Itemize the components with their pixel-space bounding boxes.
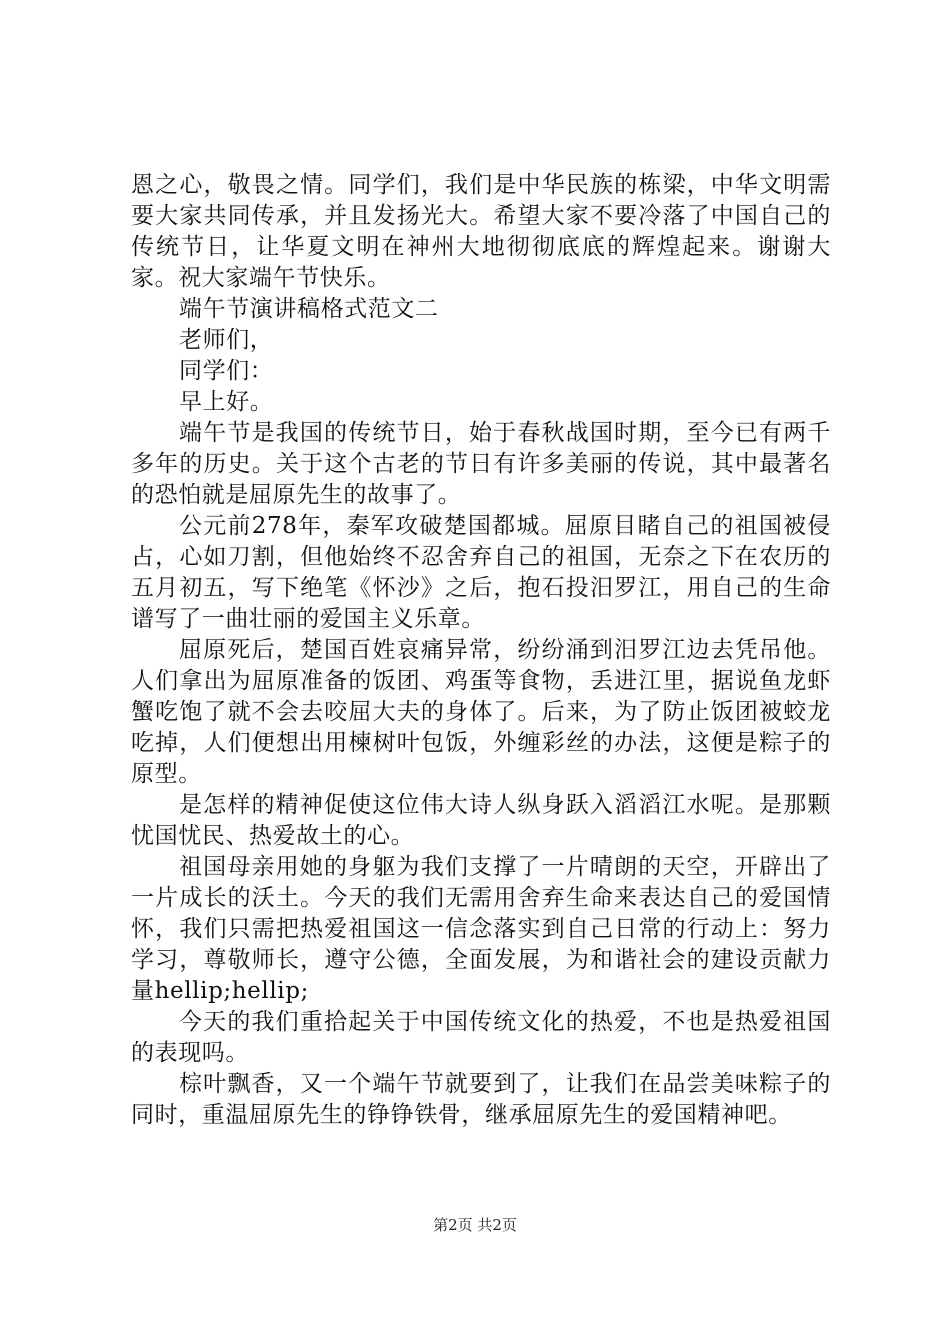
section-title: 端午节演讲稿格式范文二 <box>179 296 439 322</box>
salutation-students: 同学们： <box>179 358 274 384</box>
paragraph: 是怎样的精神促使这位伟大诗人纵身跃入滔滔江水呢。是那颗忧国忧民、热爱故土的心。 <box>131 792 831 849</box>
paragraph: 棕叶飘香，又一个端午节就要到了，让我们在品尝美味粽子的同时，重温屈原先生的铮铮铁骨，继承屈原先生的爱国精神吧。 <box>131 1071 831 1128</box>
page-number-footer: 第2页 共2页 <box>433 1216 517 1234</box>
paragraph: 端午节是我国的传统节日，始于春秋战国时期，至今已有两千多年的历史。关于这个古老的节日有许多美丽的传说，其中最著名的恐怕就是屈原先生的故事了。 <box>131 420 831 508</box>
paragraph: 公元前278年，秦军攻破楚国都城。屈原目睹自己的祖国被侵占，心如刀割，但他始终不忍舍弃自己的祖国，无奈之下在农历的五月初五，写下绝笔《怀沙》之后，抱石投汨罗江，用自己的生命谱写了一曲壮丽的爱国主义乐章。 <box>131 513 831 632</box>
paragraph: 祖国母亲用她的身躯为我们支撑了一片晴朗的天空，开辟出了一片成长的沃土。今天的我们无需用舍弃生命来表达自己的爱国情怀，我们只需把热爱祖国这一信念落实到自己日常的行动上：努力学习，尊敬师长，遵守公德，全面发展，为和谐社会的建设贡献力量hellip;hellip; <box>131 854 831 1004</box>
paragraph: 今天的我们重拾起关于中国传统文化的热爱，不也是热爱祖国的表现吗。 <box>131 1009 831 1066</box>
paragraph: 屈原死后，楚国百姓哀痛异常，纷纷涌到汨罗江边去凭吊他。人们拿出为屈原准备的饭团、鸡蛋等食物，丢进江里，据说鱼龙虾蟹吃饱了就不会去咬屈大夫的身体了。后来，为了防止饭团被蛟龙吃掉，人们便想出用楝树叶包饭，外缠彩丝的办法，这便是粽子的原型。 <box>131 637 831 787</box>
paragraph-continuation: 恩之心，敬畏之情。同学们，我们是中华民族的栋梁，中华文明需要大家共同传承，并且发扬光大。希望大家不要冷落了中国自己的传统节日，让华夏文明在神州大地彻彻底底的辉煌起来。谢谢大家。祝大家端午节快乐。 <box>131 172 831 291</box>
greeting: 早上好。 <box>179 389 274 415</box>
salutation-teachers: 老师们， <box>179 327 274 353</box>
document-body <box>131 170 831 1131</box>
